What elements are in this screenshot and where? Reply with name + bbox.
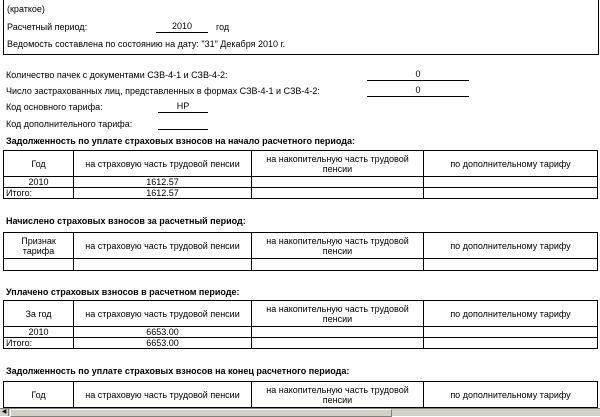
table-cell	[424, 338, 598, 349]
table-cell: 6653.00	[74, 338, 252, 349]
section3-title: Уплачено страховых взносов в расчетном периоде:	[6, 287, 240, 297]
section2-title: Начислено страховых взносов за расчетный период:	[6, 216, 246, 226]
header-cell: по дополнительному тарифу	[424, 233, 598, 259]
packs-label: Количество пачек с документами СЗВ-4-1 и СЗВ-4-2:	[6, 70, 228, 80]
table-header-row	[4, 233, 598, 259]
table-cell	[252, 259, 424, 271]
header-cell: на страховую часть трудовой пенсии	[74, 233, 252, 259]
table-cell	[74, 259, 252, 271]
closing-debt-table	[3, 381, 598, 408]
table-cell: 2010	[4, 177, 74, 188]
table-cell: 6653.00	[74, 327, 252, 338]
table-cell	[4, 259, 74, 271]
section1-title: Задолженность по уплате страховых взносов на начало расчетного периода:	[6, 136, 356, 146]
scrollbar-thumb[interactable]	[10, 409, 392, 417]
header-cell: на страховую часть трудовой пенсии	[74, 301, 252, 327]
main-tariff-value: НР	[158, 101, 208, 113]
paid-table	[3, 300, 598, 349]
header-cell: на накопительную часть трудовой пенсии	[252, 151, 424, 177]
table-row	[4, 338, 598, 349]
table-cell: 2010	[4, 327, 74, 338]
table-header-row	[4, 151, 598, 177]
accrued-table	[3, 232, 598, 271]
period-unit: год	[216, 22, 230, 32]
table-cell	[424, 188, 598, 199]
table-row	[4, 327, 598, 338]
statement-date: Ведомость составлена по состоянию на дату: "31" Декабря 2010 г.	[7, 39, 286, 49]
section4-title: Задолженность по уплате страховых взносов на конец расчетного периода:	[6, 366, 350, 376]
header-cell: на страховую часть трудовой пенсии	[74, 382, 252, 408]
table-cell: 1612.57	[74, 177, 252, 188]
header-cell: по дополнительному тарифу	[424, 151, 598, 177]
main-tariff-label: Код основного тарифа:	[6, 102, 103, 112]
table-cell: Итого:	[4, 338, 74, 349]
header-box	[3, 0, 599, 55]
table-header-row	[4, 382, 598, 408]
header-cell: по дополнительному тарифу	[424, 301, 598, 327]
header-cell: по дополнительному тарифу	[424, 382, 598, 408]
extra-tariff-label: Код дополнительного тарифа:	[6, 119, 133, 129]
table-cell	[252, 327, 424, 338]
table-cell	[424, 259, 598, 271]
table-cell	[252, 338, 424, 349]
table-header-row	[4, 301, 598, 327]
table-cell: 1612.57	[74, 188, 252, 199]
header-cell: на накопительную часть трудовой пенсии	[252, 382, 424, 408]
insured-value: 0	[367, 85, 469, 97]
table-cell	[424, 327, 598, 338]
scroll-left-arrow-icon[interactable]: ◀	[0, 409, 9, 416]
table-cell: Итого:	[4, 188, 74, 199]
header-cell: на накопительную часть трудовой пенсии	[252, 301, 424, 327]
header-cell: на страховую часть трудовой пенсии	[74, 151, 252, 177]
header-cell: За год	[4, 301, 74, 327]
period-value: 2010	[156, 21, 208, 33]
period-label: Расчетный период:	[7, 22, 88, 32]
table-cell	[424, 177, 598, 188]
short-note: (краткое)	[7, 4, 45, 14]
table-cell	[252, 188, 424, 199]
packs-value: 0	[367, 69, 469, 81]
table-row	[4, 259, 598, 271]
header-cell: Признак тарифа	[4, 233, 74, 259]
header-cell: на накопительную часть трудовой пенсии	[252, 233, 424, 259]
table-cell	[252, 177, 424, 188]
header-cell: Год	[4, 151, 74, 177]
table-row	[4, 188, 598, 199]
header-cell: Год	[4, 382, 74, 408]
opening-debt-table	[3, 150, 598, 199]
insured-label: Число застрахованных лиц, представленных в формах СЗВ-4-1 и СЗВ-4-2:	[6, 86, 320, 96]
extra-tariff-value	[158, 118, 208, 130]
table-row	[4, 177, 598, 188]
